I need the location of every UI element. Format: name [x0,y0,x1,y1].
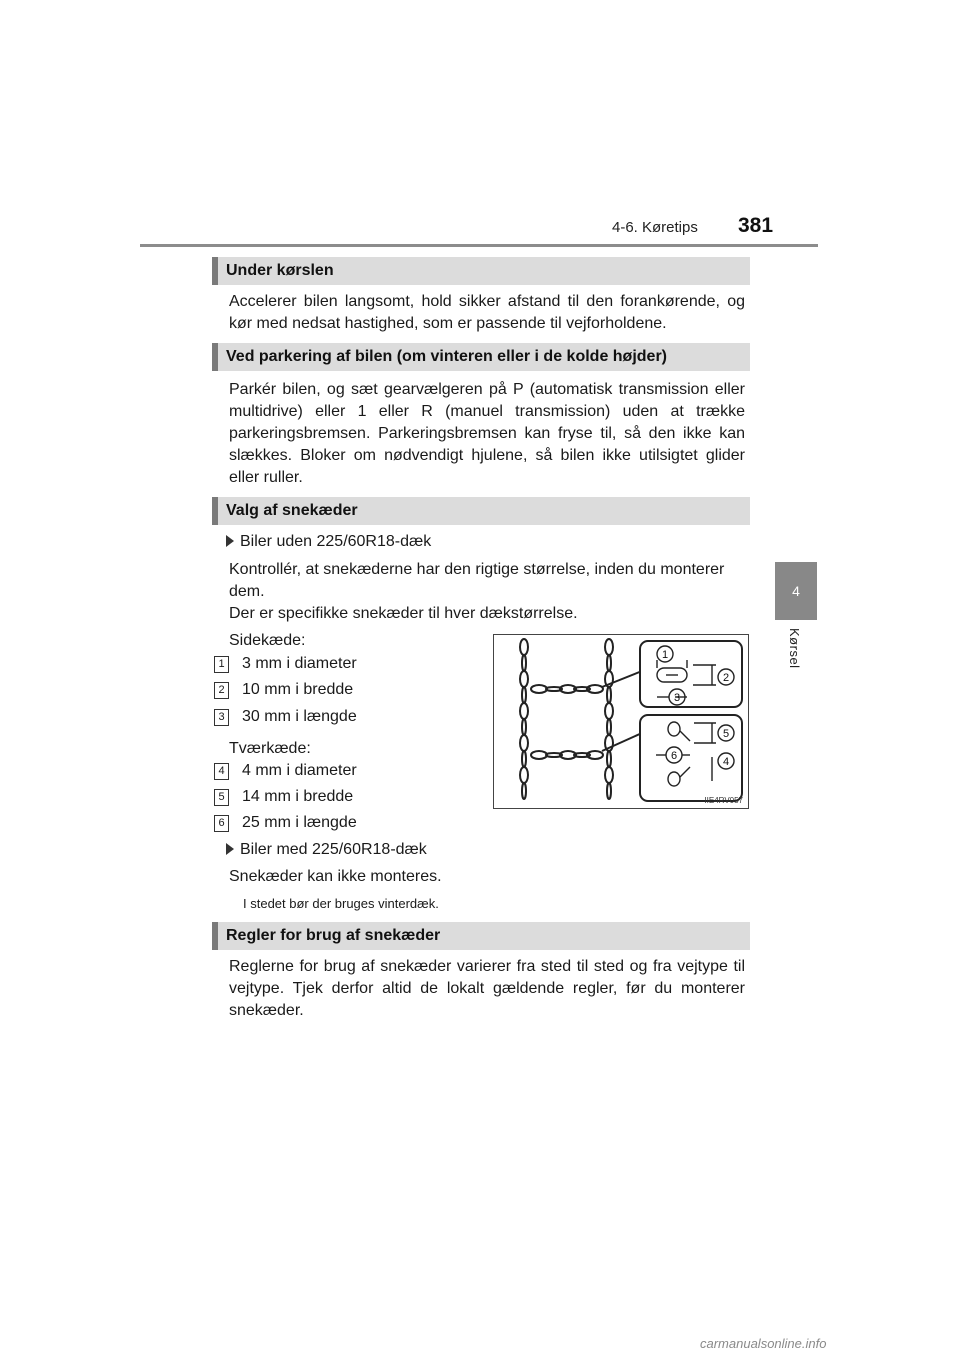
chapter-tab-label: Kørsel [787,628,802,669]
chains-intro-line3: Der er specifikke snekæder til hver dækstørrelse. [229,605,578,622]
bullet-without-tire-text: Biler uden 225/60R18-dæk [240,533,432,550]
side-chain-label: Sidekæde: [229,632,306,649]
bullet-with-tire-text: Biler med 225/60R18-dæk [240,841,427,858]
driving-paragraph: Accelerer bilen langsomt, hold sikker afstand til den forankørende, og kør med nedsat hastighed, som er passende til vejforholdene. [229,293,745,332]
section-heading-chains [212,497,750,525]
chains-intro-line2: dem. [229,583,265,600]
section-breadcrumb: 4-6. Køretips [612,219,698,236]
figure-callout-1: 1 [661,649,669,661]
spec-item [214,679,474,703]
spec-text: 10 mm i bredde [242,681,354,698]
callout-number: 1 [214,656,229,673]
spec-text: 30 mm i længde [242,708,357,725]
spec-item [214,706,474,730]
bullet-with-tire [226,839,427,861]
spec-item [214,786,474,810]
cross-chain-label: Tværkæde: [229,740,311,757]
page-number: 381 [738,214,774,237]
watermark: carmanualsonline.info [700,1336,827,1351]
winter-tire-note: I stedet bør der bruges vinterdæk. [243,896,439,911]
bullet-without-tire [226,531,431,553]
rules-paragraph: Reglerne for brug af snekæder varierer fra sted til sted og fra vejtype til vejtype. Tjek derfor altid de lokalt gældende regler, før du monterer snekæder. [229,958,745,1019]
figure-callout-5: 5 [722,728,730,740]
spec-text: 4 mm i diameter [242,762,357,779]
callout-number: 3 [214,709,229,726]
callout-number: 5 [214,789,229,806]
bullet-arrow-icon [226,535,234,547]
figure-callout-2: 2 [722,672,730,684]
chapter-tab[interactable] [775,562,817,620]
bullet-arrow-icon [226,843,234,855]
cannot-mount-text: Snekæder kan ikke monteres. [229,868,442,885]
spec-text: 14 mm i bredde [242,788,354,805]
header-divider [140,244,818,247]
callout-number: 2 [214,682,229,699]
callout-number: 6 [214,815,229,832]
section-heading-rules: Regler for brug af snekæder [212,922,750,950]
parking-paragraph: Parkér bilen, og sæt gearvælgeren på P (automatisk transmission eller multidrive) eller 1 eller R (manuel transmission) uden at trække parkeringsbremsen. Parkeringsbremsen kan fryse til, så den ikke kan slækkes. Bloker om nødvendigt hjulene, så bilen ikke utilsigtet glider eller ruller. [229,381,745,486]
snow-chain-illustration [494,635,748,808]
figure-code: IIE4RV057 [704,796,743,805]
spec-text: 3 mm i diameter [242,655,357,672]
snow-chain-figure [493,634,749,809]
figure-callout-6: 6 [670,750,678,762]
spec-item [214,812,474,836]
section-heading-driving: Under kørslen [212,257,750,285]
callout-number: 4 [214,763,229,780]
figure-callout-3: 3 [673,692,681,704]
spec-item [214,653,474,677]
chapter-tab-number: 4 [792,583,800,599]
spec-item [214,760,474,784]
figure-callout-4: 4 [722,756,730,768]
spec-text: 25 mm i længde [242,814,357,831]
chains-intro-line1: Kontrollér, at snekæderne har den rigtige størrelse, inden du monterer [229,561,725,578]
section-heading-chains-label: Valg af snekæder [226,502,358,519]
section-heading-parking: Ved parkering af bilen (om vinteren eller i de kolde højder) [212,343,750,371]
